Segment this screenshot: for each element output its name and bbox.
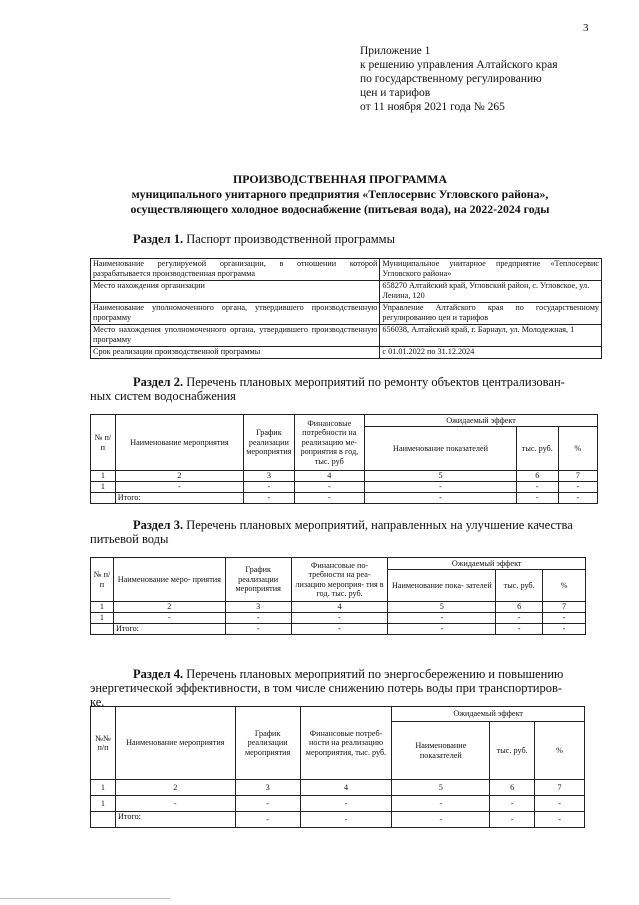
title-line-3: осуществляющего холодное водоснабжение (питьевая вода), на 2022-2024 годы — [130, 202, 550, 216]
header-indicator: Наименование показателей — [365, 427, 517, 471]
section2-text-2: ных систем водоснабжения — [90, 389, 236, 403]
table-cell: - — [244, 482, 294, 493]
header-schedule: График реализации мероприятия — [235, 707, 300, 780]
table-cell: - — [300, 796, 392, 812]
title-line-1: ПРОИЗВОДСТВЕННАЯ ПРОГРАММА — [233, 172, 447, 186]
table-cell: - — [365, 493, 517, 504]
section4-heading — [90, 667, 600, 709]
document-title — [60, 172, 620, 217]
table-cell: - — [115, 796, 235, 812]
table-cell: - — [543, 624, 586, 635]
section4-text-1: Перечень плановых мероприятий по энергосбережению и повышению — [183, 667, 564, 681]
title-line-2: муниципального унитарного предприятия «Теплосервис Угловского района», — [131, 187, 549, 201]
table-cell: - — [115, 482, 243, 493]
col-num: 7 — [558, 471, 597, 482]
passport-cell: с 01.01.2022 по 31.12.2024 — [380, 347, 602, 359]
header-finance: Финансовые потреб- ности на реализацию мероприятия, тыс. руб. — [300, 707, 392, 780]
table-cell: - — [235, 796, 300, 812]
section1-label: Раздел 1. — [133, 232, 184, 246]
section2-label: Раздел 2. — [133, 375, 184, 389]
section3-text-2: питьевой воды — [90, 532, 169, 546]
table-cell: - — [558, 482, 597, 493]
table-cell: - — [543, 613, 586, 624]
appendix-line: от 11 ноября 2021 года № 265 — [360, 101, 505, 113]
appendix-line: к решению управления Алтайского края — [360, 59, 558, 71]
col-num: 4 — [300, 780, 392, 796]
section2-table — [90, 414, 598, 504]
table-cell: - — [294, 482, 365, 493]
col-num: 3 — [235, 780, 300, 796]
table-cell: - — [490, 796, 535, 812]
col-num: 2 — [113, 602, 225, 613]
col-num: 6 — [496, 602, 543, 613]
col-num: 6 — [517, 471, 559, 482]
scan-artifact-line — [0, 898, 170, 899]
section4-text-2: энергетической эффективности, в том числе снижению потерь воды при транспортиров- — [90, 681, 563, 695]
col-num: 1 — [91, 602, 114, 613]
table-cell: - — [392, 796, 490, 812]
passport-cell: Место нахождения уполномоченного органа, утвердившего производственную программу — [91, 325, 380, 347]
col-num: 5 — [365, 471, 517, 482]
table-cell: - — [558, 493, 597, 504]
table-cell: - — [388, 613, 496, 624]
total-label: Итого: — [115, 812, 235, 828]
appendix-line: Приложение 1 — [360, 45, 431, 57]
table-cell: - — [535, 812, 585, 828]
section4-text-3: ке. — [90, 695, 105, 709]
appendix-line: по государственному регулированию — [360, 73, 542, 85]
header-effect: Ожидаемый эффект — [388, 558, 586, 570]
table-cell: - — [225, 613, 291, 624]
section3-heading — [90, 518, 600, 546]
table-cell: - — [490, 812, 535, 828]
header-indicator: Наименование пока- зателей — [388, 570, 496, 602]
col-num: 7 — [535, 780, 585, 796]
total-label: Итого: — [115, 493, 243, 504]
header-finance: Финансовые по- требности на реа- лизацию мероприя- тия в год. тыс. руб. — [291, 558, 388, 602]
section2-heading — [90, 375, 600, 403]
table-cell: 1 — [91, 796, 116, 812]
section1-text: Паспорт производственной программы — [183, 232, 395, 246]
table-cell: - — [365, 482, 517, 493]
col-num: 2 — [115, 780, 235, 796]
header-pct: % — [535, 722, 585, 780]
col-num: 5 — [392, 780, 490, 796]
section2-text-1: Перечень плановых мероприятий по ремонту объектов централизован- — [183, 375, 565, 389]
section3-label: Раздел 3. — [133, 518, 184, 532]
table-cell — [91, 493, 116, 504]
passport-cell: Срок реализации производственной программы — [91, 347, 380, 359]
table-cell: - — [392, 812, 490, 828]
table-cell: - — [496, 624, 543, 635]
col-num: 2 — [115, 471, 243, 482]
col-num: 1 — [91, 780, 116, 796]
header-thous: тыс. руб. — [517, 427, 559, 471]
appendix-line: цен и тарифов — [360, 87, 431, 99]
col-num: 1 — [91, 471, 116, 482]
page-number: 3 — [583, 22, 589, 34]
header-thous: тыс. руб. — [496, 570, 543, 602]
col-num: 4 — [294, 471, 365, 482]
table-cell: - — [291, 613, 388, 624]
passport-cell: 658270 Алтайский край, Угловский район, с. Угловское, ул. Ленина, 120 — [380, 281, 602, 303]
section1-heading — [133, 232, 395, 246]
table-cell: - — [291, 624, 388, 635]
header-name: Наименование меро- приятия — [113, 558, 225, 602]
col-num: 3 — [225, 602, 291, 613]
header-effect: Ожидаемый эффект — [392, 707, 585, 722]
table-cell: 1 — [91, 613, 114, 624]
table-cell — [91, 624, 114, 635]
passport-table — [90, 258, 602, 359]
total-label: Итого: — [113, 624, 225, 635]
header-schedule: График реализации мероприятия — [225, 558, 291, 602]
passport-cell: Наименование регулируемой организации, в отношении которой разрабатывается производственная программа — [91, 259, 380, 281]
table-cell: - — [517, 493, 559, 504]
col-num: 7 — [543, 602, 586, 613]
section3-text-1: Перечень плановых мероприятий, направленных на улучшение качества — [183, 518, 573, 532]
header-thous: тыс. руб. — [490, 722, 535, 780]
table-cell: - — [244, 493, 294, 504]
header-indicator: Наименование показателей — [392, 722, 490, 780]
appendix-header — [360, 44, 558, 114]
col-num: 6 — [490, 780, 535, 796]
passport-cell: Место нахождения организации — [91, 281, 380, 303]
passport-cell: Управление Алтайского края по государственному регулированию цен и тарифов — [380, 303, 602, 325]
header-effect: Ожидаемый эффект — [365, 415, 598, 427]
passport-cell: Муниципальное унитарное предприятие «Теплосервис Угловского района» — [380, 259, 602, 281]
section3-table — [90, 557, 586, 635]
header-schedule: График реализации мероприятия — [244, 415, 294, 471]
header-name: Наименование мероприятия — [115, 415, 243, 471]
table-cell: - — [235, 812, 300, 828]
header-pct: % — [558, 427, 597, 471]
table-cell: - — [294, 493, 365, 504]
table-cell: - — [300, 812, 392, 828]
table-cell: - — [517, 482, 559, 493]
passport-cell: Наименование уполномоченного органа, утвердившего производственную программу — [91, 303, 380, 325]
passport-cell: 656038, Алтайский край, г. Барнаул, ул. Молодежная, 1 — [380, 325, 602, 347]
table-cell — [91, 812, 116, 828]
section4-table — [90, 706, 585, 828]
header-num: № п/п — [91, 558, 114, 602]
header-pct: % — [543, 570, 586, 602]
col-num: 3 — [244, 471, 294, 482]
col-num: 5 — [388, 602, 496, 613]
table-cell: - — [225, 624, 291, 635]
table-cell: - — [388, 624, 496, 635]
table-cell: - — [113, 613, 225, 624]
header-finance: Финансовые потребности на реализацию ме- роприятия в год, тыс. руб — [294, 415, 365, 471]
header-name: Наименование мероприятия — [115, 707, 235, 780]
table-cell: - — [496, 613, 543, 624]
section4-label: Раздел 4. — [133, 667, 184, 681]
header-num: №№ п/п — [91, 707, 116, 780]
col-num: 4 — [291, 602, 388, 613]
table-cell: 1 — [91, 482, 116, 493]
table-cell: - — [535, 796, 585, 812]
header-num: № п/п — [91, 415, 116, 471]
